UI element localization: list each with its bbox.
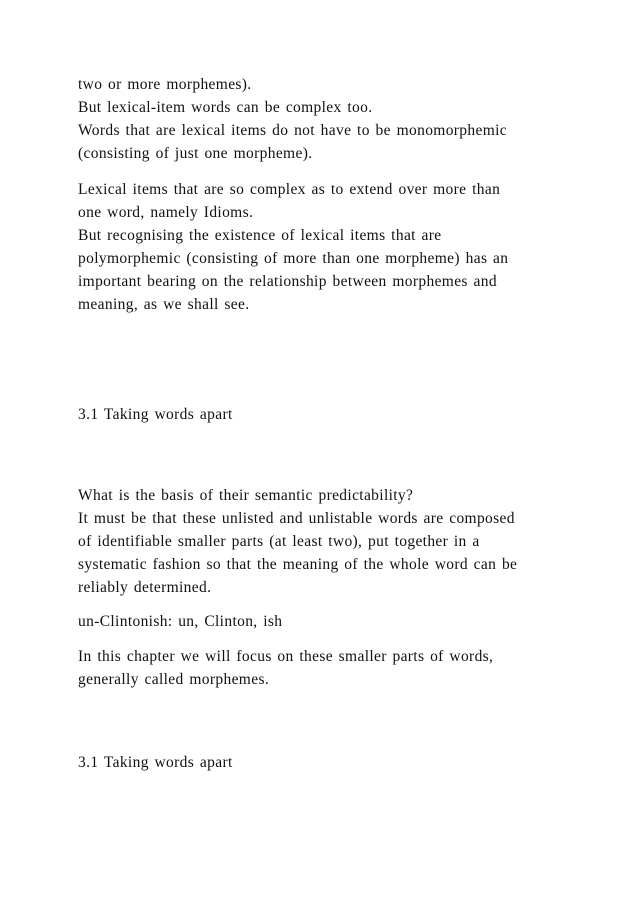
text-line: But lexical-item words can be complex too.: [78, 99, 373, 116]
text-line: It must be that these unlisted and unlistable words are composed: [78, 510, 515, 527]
section-heading: 3.1 Taking words apart: [78, 406, 233, 423]
text-line: important bearing on the relationship between morphemes and: [78, 273, 497, 290]
text-line: generally called morphemes.: [78, 671, 270, 688]
text-line: In this chapter we will focus on these smaller parts of words,: [78, 648, 494, 665]
text-line: un-Clintonish: un, Clinton, ish: [78, 613, 283, 630]
text-line: But recognising the existence of lexical items that are: [78, 227, 442, 244]
text-line: Lexical items that are so complex as to extend over more than: [78, 181, 501, 198]
text-line: reliably determined.: [78, 579, 212, 596]
text-line: systematic fashion so that the meaning of the whole word can be: [78, 556, 518, 573]
text-line: (consisting of just one morpheme).: [78, 145, 313, 162]
text-line: polymorphemic (consisting of more than one morpheme) has an: [78, 250, 509, 267]
text-line: Words that are lexical items do not have to be monomorphemic: [78, 122, 508, 139]
section-heading: 3.1 Taking words apart: [78, 754, 233, 771]
text-line: meaning, as we shall see.: [78, 296, 250, 313]
text-line: What is the basis of their semantic predictability?: [78, 487, 414, 504]
text-line: one word, namely Idioms.: [78, 204, 254, 221]
text-line: two or more morphemes).: [78, 76, 252, 93]
text-line: of identifiable smaller parts (at least two), put together in a: [78, 533, 480, 550]
